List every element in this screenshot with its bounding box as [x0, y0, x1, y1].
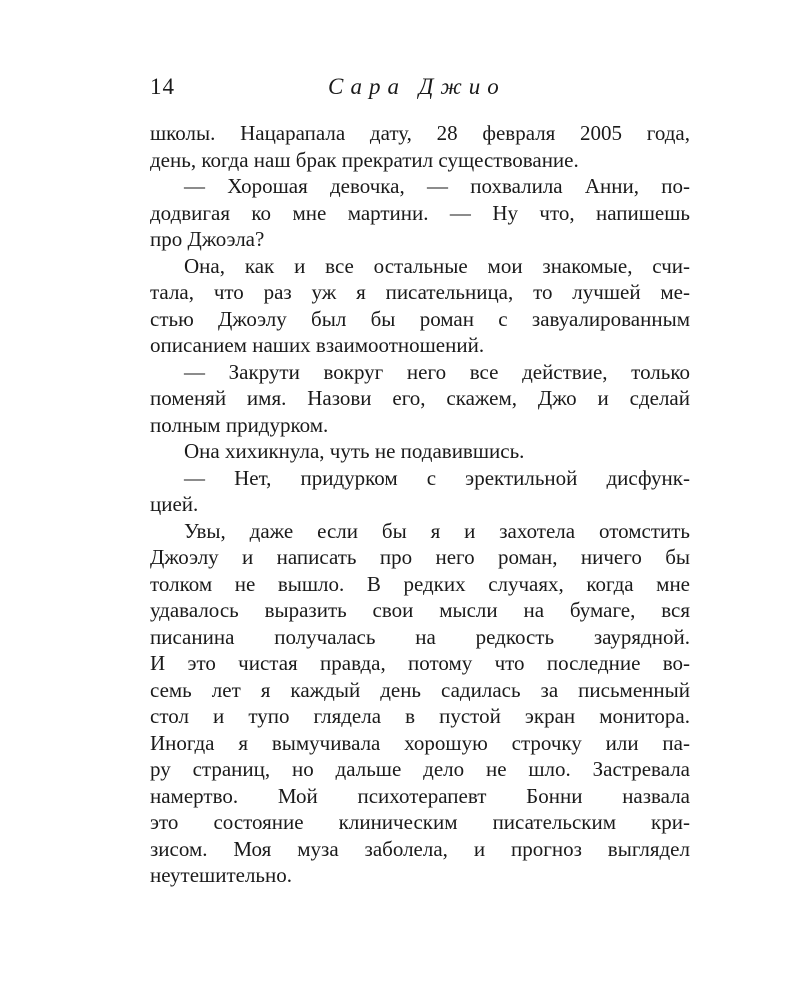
text-line: неутешительно.: [150, 863, 292, 887]
text-line: — Хорошая девочка, — похвалила Анни, по-: [184, 174, 690, 198]
text-line: писанина получалась на редкость заурядной.: [150, 624, 690, 649]
text-line: ру страниц, но дальше дело не шло. Застревала: [150, 757, 690, 781]
text-line: додвигая ко мне мартини. — Ну что, напишешь: [150, 200, 690, 225]
text-line: тала, что раз уж я писательница, то лучшей ме-: [150, 280, 690, 304]
text-line: описанием наших взаимоотношений.: [150, 333, 485, 357]
text-line: семь лет я каждый день садилась за письменный: [150, 677, 690, 702]
page-number: 14: [150, 74, 175, 99]
text-line: день, когда наш брак прекратил существование.: [150, 147, 579, 172]
text-line: Увы, даже если бы я и захотела отомстить: [184, 518, 690, 543]
text-line: удавалось выразить свои мысли на бумаге, вся: [150, 598, 690, 622]
text-line: школы. Нацарапала дату, 28 февраля 2005 года,: [150, 121, 690, 145]
text-line: Джоэлу и написать про него роман, ничего бы: [150, 545, 690, 569]
text-line: толком не вышло. В редких случаях, когда мне: [150, 571, 690, 596]
text-line: намертво. Мой психотерапевт Бонни назвала: [150, 783, 690, 808]
text-line: поменяй имя. Назови его, скажем, Джо и сделай: [150, 386, 690, 410]
text-line: цией.: [150, 492, 199, 516]
text-line: Она, как и все остальные мои знакомые, счи-: [184, 253, 690, 278]
running-title: Сара Джио: [328, 74, 506, 99]
body-text: [150, 120, 690, 889]
text-line: полным придурком.: [150, 412, 329, 437]
text-line: Иногда я вымучивала хорошую строчку или па-: [150, 730, 690, 755]
text-line: Она хихикнула, чуть не подавившись.: [184, 439, 525, 463]
text-line: стол и тупо глядела в пустой экран монитора.: [150, 704, 690, 728]
text-line: это состояние клиническим писательским кри-: [150, 810, 690, 834]
text-line: про Джоэла?: [150, 227, 265, 251]
text-line: зисом. Моя муза заболела, и прогноз выглядел: [150, 836, 690, 861]
text-line: — Нет, придурком с эректильной дисфунк-: [184, 465, 690, 490]
text-line: — Закрути вокруг него все действие, только: [184, 359, 690, 384]
text-line: И это чистая правда, потому что последние во-: [150, 651, 690, 675]
text-line: стью Джоэлу был бы роман с завуалированным: [150, 306, 690, 331]
